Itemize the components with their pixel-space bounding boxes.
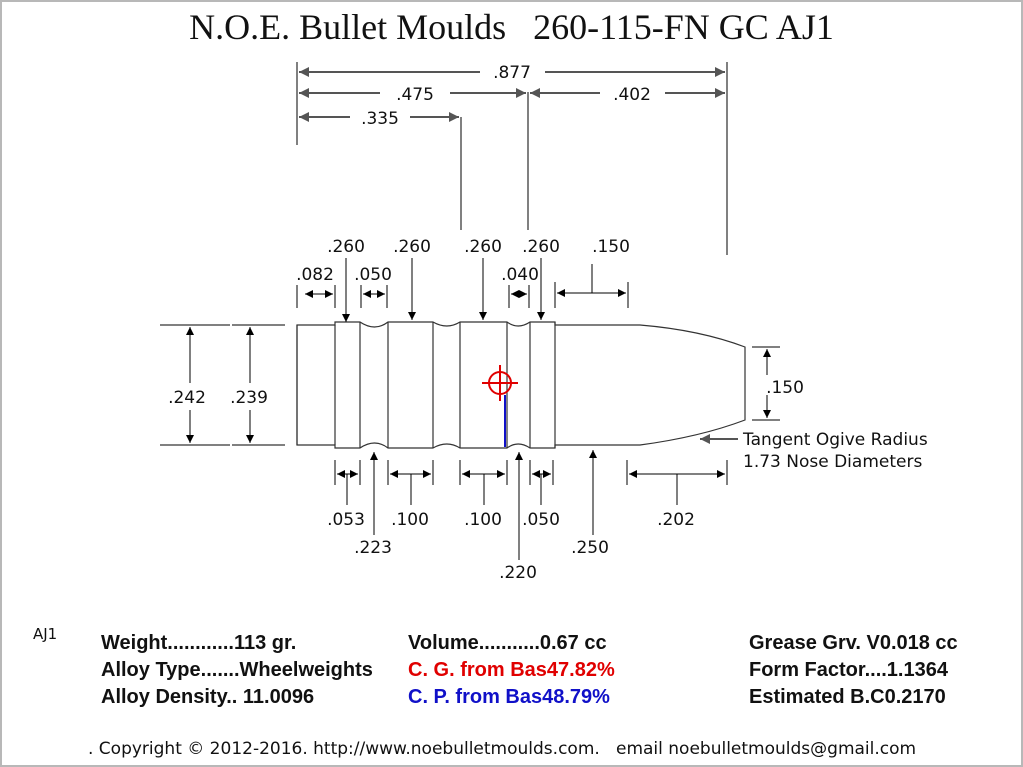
- groove-width-label-2: .040: [501, 265, 539, 285]
- diameter-label-4: .260: [522, 237, 560, 257]
- alloy-type-stat: Alloy Type.......Wheelweights: [101, 659, 373, 681]
- overall-dimensions: [297, 62, 727, 255]
- ogive-line-2: 1.73 Nose Diameters: [743, 452, 923, 472]
- front-band-length-label: .335: [361, 109, 399, 129]
- alloy-density-stat: Alloy Density.. 11.0096: [101, 686, 315, 708]
- upper-diameter-callouts: [296, 237, 630, 322]
- shank-length-label: .082: [296, 265, 334, 285]
- page-title: N.O.E. Bullet Moulds 260-115-FN GC AJ1: [189, 7, 834, 47]
- nose-length-label: .402: [613, 85, 651, 105]
- groove-diameter-label-1: .223: [354, 538, 392, 558]
- bore-ride-length-label: .150: [592, 237, 630, 257]
- volume-stat: Volume...........0.67 cc: [408, 632, 607, 654]
- diameter-label-1: .260: [327, 237, 365, 257]
- band-width-label-1: .053: [327, 510, 365, 530]
- ogive-length-label: .202: [657, 510, 695, 530]
- diameter-label-2: .260: [393, 237, 431, 257]
- bullet-outline: [297, 322, 745, 448]
- nose-base-diameter-label: .250: [571, 538, 609, 558]
- nose-start-length-label: .475: [396, 85, 434, 105]
- ogive-annotation: [700, 430, 928, 472]
- cg-stat: C. G. from Bas47.82%: [408, 659, 615, 681]
- grease-groove-stat: Grease Grv. V0.018 cc: [749, 632, 958, 654]
- groove-diameter-label-2: .220: [499, 563, 537, 583]
- band-width-label-2: .100: [391, 510, 429, 530]
- ballistic-coefficient-stat: Estimated B.C0.2170: [749, 686, 946, 708]
- base-diameter-dims: [160, 325, 285, 445]
- shank-diameter-label: .239: [230, 388, 268, 408]
- part-id: AJ1: [33, 625, 58, 643]
- overall-length-label: .877: [493, 63, 531, 83]
- groove-width-label-1: .050: [354, 265, 392, 285]
- cg-marker-icon: [482, 365, 518, 447]
- band-width-label-4: .050: [522, 510, 560, 530]
- cp-stat: C. P. from Bas48.79%: [408, 686, 610, 708]
- ogive-line-1: Tangent Ogive Radius: [743, 430, 928, 450]
- gc-diameter-label: .242: [168, 388, 206, 408]
- meplat-diameter-label: .150: [766, 378, 804, 398]
- band-width-label-3: .100: [464, 510, 502, 530]
- form-factor-stat: Form Factor....1.1364: [749, 659, 948, 681]
- lower-dimension-callouts: [327, 450, 727, 583]
- weight-stat: Weight............113 gr.: [101, 632, 297, 654]
- diameter-label-3: .260: [464, 237, 502, 257]
- copyright-line: . Copyright © 2012-2016. http://www.noebulletmoulds.com. email noebulletmoulds@gmail.com: [88, 739, 917, 759]
- meplat-dim: [752, 347, 804, 420]
